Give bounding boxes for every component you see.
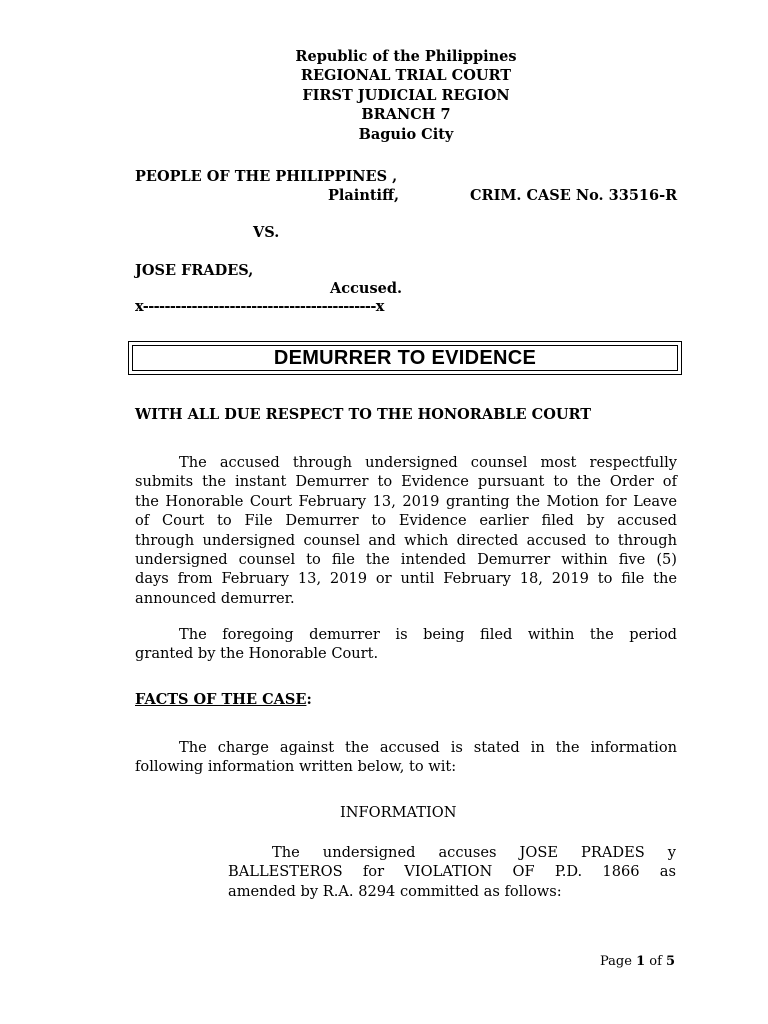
header-city: Baguio City bbox=[358, 125, 454, 143]
paragraph-charge bbox=[135, 738, 677, 777]
paragraph-line: following information written below, to wit: bbox=[135, 758, 457, 776]
plaintiff-name: PEOPLE OF THE PHILIPPINES , bbox=[135, 168, 398, 185]
accused-name: JOSE FRADES, bbox=[135, 262, 254, 279]
header-court: REGIONAL TRIAL COURT bbox=[300, 67, 512, 85]
paragraph-line: The foregoing demurrer is being filed within the period bbox=[179, 626, 677, 643]
paragraph-line: days from February 13, 2019 or until February 18, 2019 to file the bbox=[135, 570, 677, 588]
information-text bbox=[228, 843, 676, 901]
salutation: WITH ALL DUE RESPECT TO THE HONORABLE COURT bbox=[135, 406, 592, 423]
paragraph-timeliness bbox=[135, 625, 677, 664]
title-box bbox=[128, 341, 682, 375]
plaintiff-role: Plaintiff, bbox=[328, 187, 400, 204]
paragraph-line: BALLESTEROS for VIOLATION OF P.D. 1866 as bbox=[228, 863, 676, 881]
document-title: DEMURRER TO EVIDENCE bbox=[273, 346, 537, 369]
paragraph-line: of Court to File Demurrer to Evidence earlier filed by accused bbox=[135, 512, 677, 530]
paragraph-line: The accused through undersigned counsel most respectfully bbox=[179, 454, 677, 471]
paragraph-line: announced demurrer. bbox=[135, 589, 295, 607]
paragraph-line: undersigned counsel to file the intended Demurrer within five (5) bbox=[135, 551, 677, 569]
page-number: Page 1 of 5 bbox=[600, 954, 676, 969]
title-inner-border bbox=[132, 345, 678, 371]
header-republic: Republic of the Philippines bbox=[295, 48, 517, 65]
header-region: FIRST JUDICIAL REGION bbox=[302, 86, 510, 104]
paragraph-submission bbox=[135, 453, 677, 608]
paragraph-line: amended by R.A. 8294 committed as follows: bbox=[228, 882, 562, 900]
versus-label: VS. bbox=[253, 224, 280, 241]
paragraph-line: The charge against the accused is stated in the information bbox=[179, 739, 677, 756]
facts-heading: FACTS OF THE CASE: bbox=[135, 691, 312, 708]
caption-separator: x-------------------------------------------x bbox=[135, 298, 384, 315]
information-heading: INFORMATION bbox=[340, 804, 457, 821]
case-number: CRIM. CASE No. 33516-R bbox=[470, 187, 678, 204]
court-header bbox=[200, 47, 612, 144]
header-branch: BRANCH 7 bbox=[361, 106, 451, 124]
paragraph-line: The undersigned accuses JOSE PRADES y bbox=[272, 844, 676, 861]
paragraph-line: through undersigned counsel and which directed accused to through bbox=[135, 531, 677, 549]
accused-role: Accused. bbox=[330, 280, 403, 297]
paragraph-line: the Honorable Court February 13, 2019 granting the Motion for Leave bbox=[135, 492, 677, 510]
paragraph-line: submits the instant Demurrer to Evidence pursuant to the Order of bbox=[135, 473, 677, 491]
paragraph-line: granted by the Honorable Court. bbox=[135, 645, 379, 663]
